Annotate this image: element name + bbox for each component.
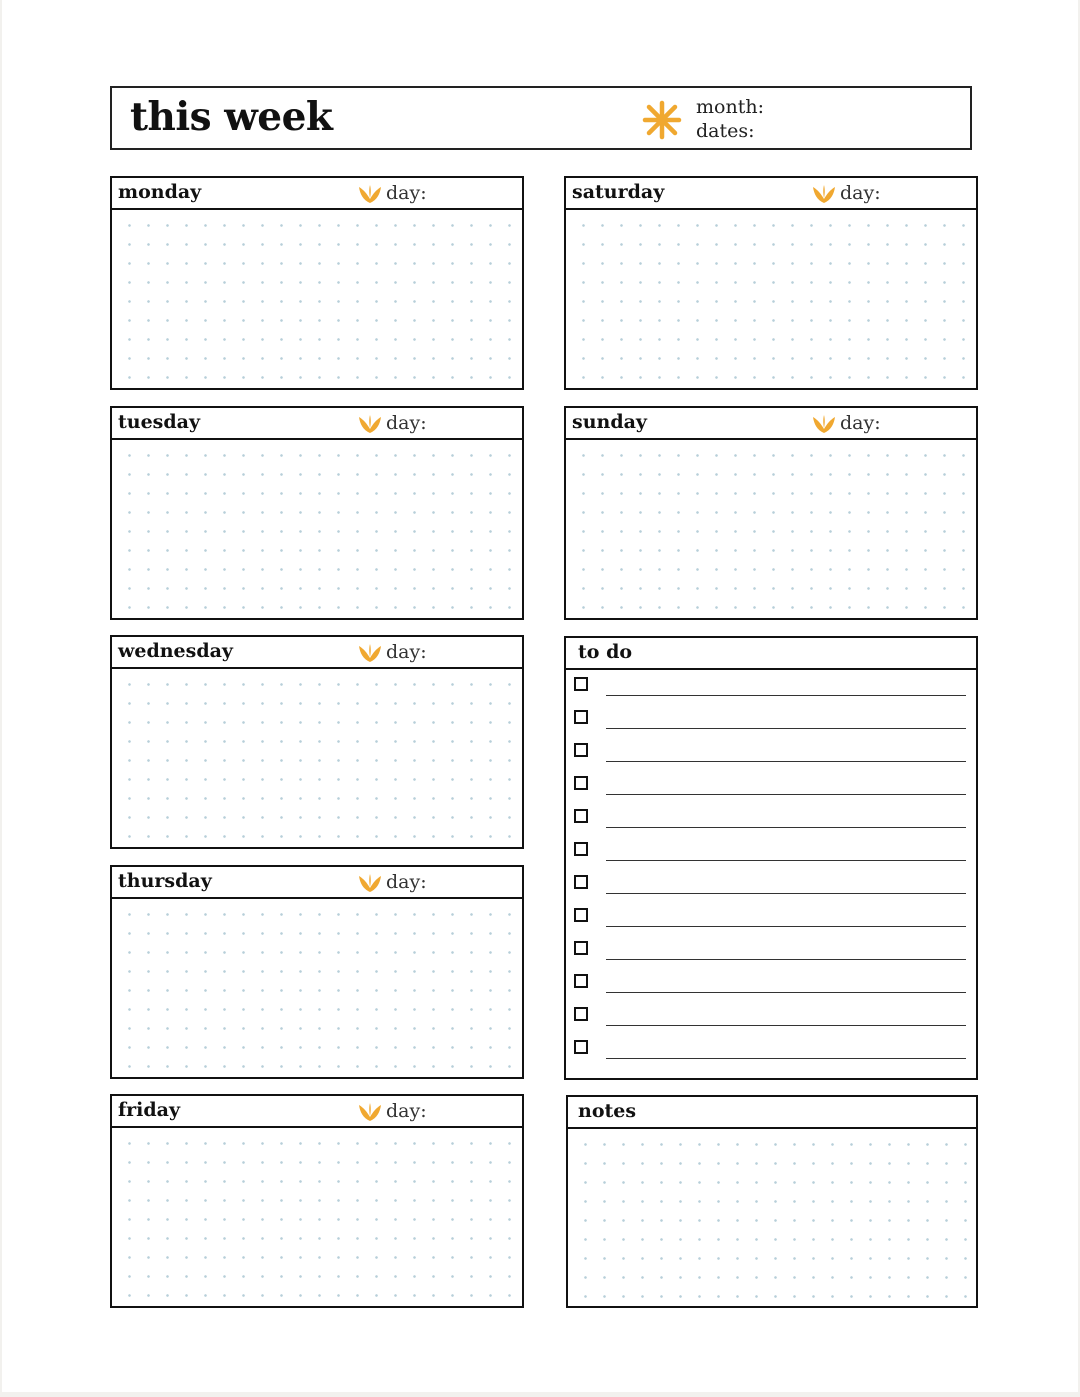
todo-line[interactable] [606,893,966,894]
day-header [112,408,522,440]
notes-box [566,1095,978,1308]
monday-box [110,176,524,390]
sprout-icon [358,414,382,434]
sprout-icon [812,414,836,434]
day-header [566,178,976,210]
day-label: day: [386,182,427,204]
notes-title: notes [578,1100,637,1122]
dot-grid[interactable] [112,210,522,388]
dot-grid[interactable] [566,440,976,618]
todo-checkbox[interactable] [574,875,588,889]
todo-item [572,674,966,698]
day-header [112,867,522,899]
todo-line[interactable] [606,761,966,762]
day-header [112,1096,522,1128]
todo-checkbox[interactable] [574,974,588,988]
todo-checkbox[interactable] [574,710,588,724]
todo-item [572,905,966,929]
todo-item [572,773,966,797]
dot-grid[interactable] [568,1129,976,1306]
todo-checkbox[interactable] [574,1007,588,1021]
sunday-box [564,406,978,620]
day-name: wednesday [118,640,233,662]
month-label: month: [696,96,764,118]
dot-grid[interactable] [112,899,522,1077]
todo-line[interactable] [606,728,966,729]
todo-checkbox[interactable] [574,842,588,856]
todo-line[interactable] [606,959,966,960]
todo-checkbox[interactable] [574,677,588,691]
todo-header [566,638,976,670]
todo-line[interactable] [606,860,966,861]
todo-item [572,740,966,764]
day-label: day: [386,412,427,434]
day-name: saturday [572,181,665,203]
day-header [112,637,522,669]
day-label: day: [840,182,881,204]
dot-grid[interactable] [112,440,522,618]
todo-item [572,872,966,896]
dot-grid[interactable] [112,669,522,847]
todo-item [572,707,966,731]
sprout-icon [358,643,382,663]
todo-box [564,636,978,1080]
planner-page [2,0,1078,1392]
sprout-icon [812,184,836,204]
tuesday-box [110,406,524,620]
todo-line[interactable] [606,1058,966,1059]
day-name: monday [118,181,202,203]
todo-line[interactable] [606,992,966,993]
day-name: thursday [118,870,212,892]
todo-line[interactable] [606,794,966,795]
day-label: day: [386,1100,427,1122]
dates-label: dates: [696,120,755,142]
todo-checkbox[interactable] [574,941,588,955]
day-header [112,178,522,210]
todo-checkbox[interactable] [574,1040,588,1054]
day-name: tuesday [118,411,201,433]
sprout-icon [358,1102,382,1122]
todo-item [572,1037,966,1061]
sprout-icon [358,184,382,204]
dot-grid[interactable] [112,1128,522,1306]
todo-line[interactable] [606,827,966,828]
thursday-box [110,865,524,1079]
friday-box [110,1094,524,1308]
week-header [110,86,972,150]
day-label: day: [386,641,427,663]
todo-item [572,971,966,995]
todo-checkbox[interactable] [574,743,588,757]
todo-item [572,839,966,863]
todo-item [572,1004,966,1028]
wednesday-box [110,635,524,849]
sprout-icon [358,873,382,893]
saturday-box [564,176,978,390]
day-name: friday [118,1099,181,1121]
day-label: day: [840,412,881,434]
page-title: this week [130,94,333,140]
todo-checkbox[interactable] [574,809,588,823]
star-icon [640,100,684,140]
dot-grid[interactable] [566,210,976,388]
day-header [566,408,976,440]
todo-title: to do [578,641,633,663]
todo-item [572,806,966,830]
day-label: day: [386,871,427,893]
todo-item [572,938,966,962]
todo-line[interactable] [606,926,966,927]
todo-line[interactable] [606,695,966,696]
todo-line[interactable] [606,1025,966,1026]
todo-checkbox[interactable] [574,776,588,790]
todo-checkbox[interactable] [574,908,588,922]
notes-header [568,1097,976,1129]
day-name: sunday [572,411,647,433]
